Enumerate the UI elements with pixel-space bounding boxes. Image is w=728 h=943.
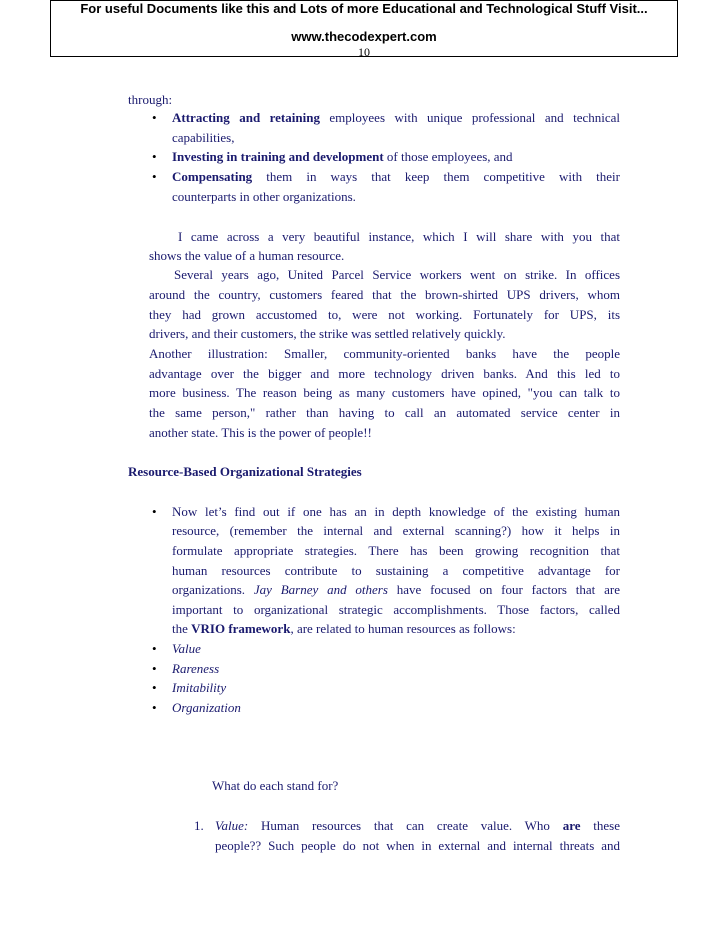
para2-line1: Several years ago, United Parcel Service workers went on strike. In offices: [174, 267, 620, 282]
banner-promo-text: For useful Documents like this and Lots of more Educational and Technological Stuff Visit...: [80, 1, 648, 16]
bullet-investing: Investing in training and development of those employees, and: [172, 149, 513, 164]
vrio-line2: resource, (remember the internal and external scanning?) how it helps in: [172, 523, 620, 538]
para3-line3: more business. The reason being as many customers have opined, "you can talk to: [149, 385, 620, 400]
vrio-line1: Now let’s find out if one has an in depth knowledge of the existing human: [172, 504, 620, 519]
vrio-line5: organizations. Jay Barney and others have focused on four factors that are: [172, 582, 620, 597]
vrio-item-imitability: Imitability: [172, 680, 227, 695]
bullet-icon: •: [152, 169, 157, 184]
bullet-attracting: Attracting and retaining employees with unique professional and technical: [172, 110, 620, 125]
para3-line5: another state. This is the power of people!!: [149, 425, 372, 440]
para2-line3: they had grown accustomed to, were not working. Fortunately for UPS, its: [149, 307, 620, 322]
intro-text: through:: [128, 92, 173, 107]
page-number: 10: [358, 45, 370, 59]
para3-line4: the same person," rather than having to call an automated service center in: [149, 405, 620, 420]
vrio-item-organization: Organization: [172, 700, 241, 715]
vrio-line3: formulate appropriate strategies. There has been growing recognition that: [172, 543, 620, 558]
bullet-icon: •: [152, 661, 157, 676]
site-banner: [50, 0, 678, 57]
bullet-icon: •: [152, 641, 157, 656]
para2-line4: drivers, and their customers, the strike was settled relatively quickly.: [149, 326, 506, 341]
para1-line1: I came across a very beautiful instance, which I will share with you that: [178, 229, 620, 244]
para2-line2: around the country, customers feared that the brown-shirted UPS drivers, whom: [149, 287, 620, 302]
bullet-attracting-cont: capabilities,: [172, 130, 235, 145]
vrio-line7: the VRIO framework, are related to human resources as follows:: [172, 621, 516, 636]
vrio-item-value: Value: [172, 641, 201, 656]
banner-url[interactable]: www.thecodexpert.com: [291, 29, 437, 44]
bullet-icon: •: [152, 504, 157, 519]
vrio-item-rareness: Rareness: [172, 661, 220, 676]
numbered-value-line2: people?? Such people do not when in external and internal threats and: [215, 838, 620, 853]
para3-line1: Another illustration: Smaller, community-oriented banks have the people: [149, 346, 620, 361]
section-heading: Resource-Based Organizational Strategies: [128, 464, 362, 479]
vrio-line4: human resources contribute to sustaining a competitive advantage for: [172, 563, 620, 578]
bullet-compensating-cont: counterparts in other organizations.: [172, 189, 356, 204]
bullet-icon: •: [152, 110, 157, 125]
numbered-marker: 1.: [194, 818, 204, 833]
para3-line2: advantage over the bigger and more technology driven banks. And this led to: [149, 366, 620, 381]
bullet-icon: •: [152, 700, 157, 715]
numbered-value-line1: Value: Human resources that can create value. Who are these: [215, 818, 620, 833]
para1-line2: shows the value of a human resource.: [149, 248, 345, 263]
bullet-icon: •: [152, 680, 157, 695]
vrio-line6: important to organizational strategic accomplishments. Those factors, called: [172, 602, 620, 617]
bullet-icon: •: [152, 149, 157, 164]
question-text: What do each stand for?: [212, 778, 339, 793]
bullet-compensating: Compensating them in ways that keep them competitive with their: [172, 169, 620, 184]
